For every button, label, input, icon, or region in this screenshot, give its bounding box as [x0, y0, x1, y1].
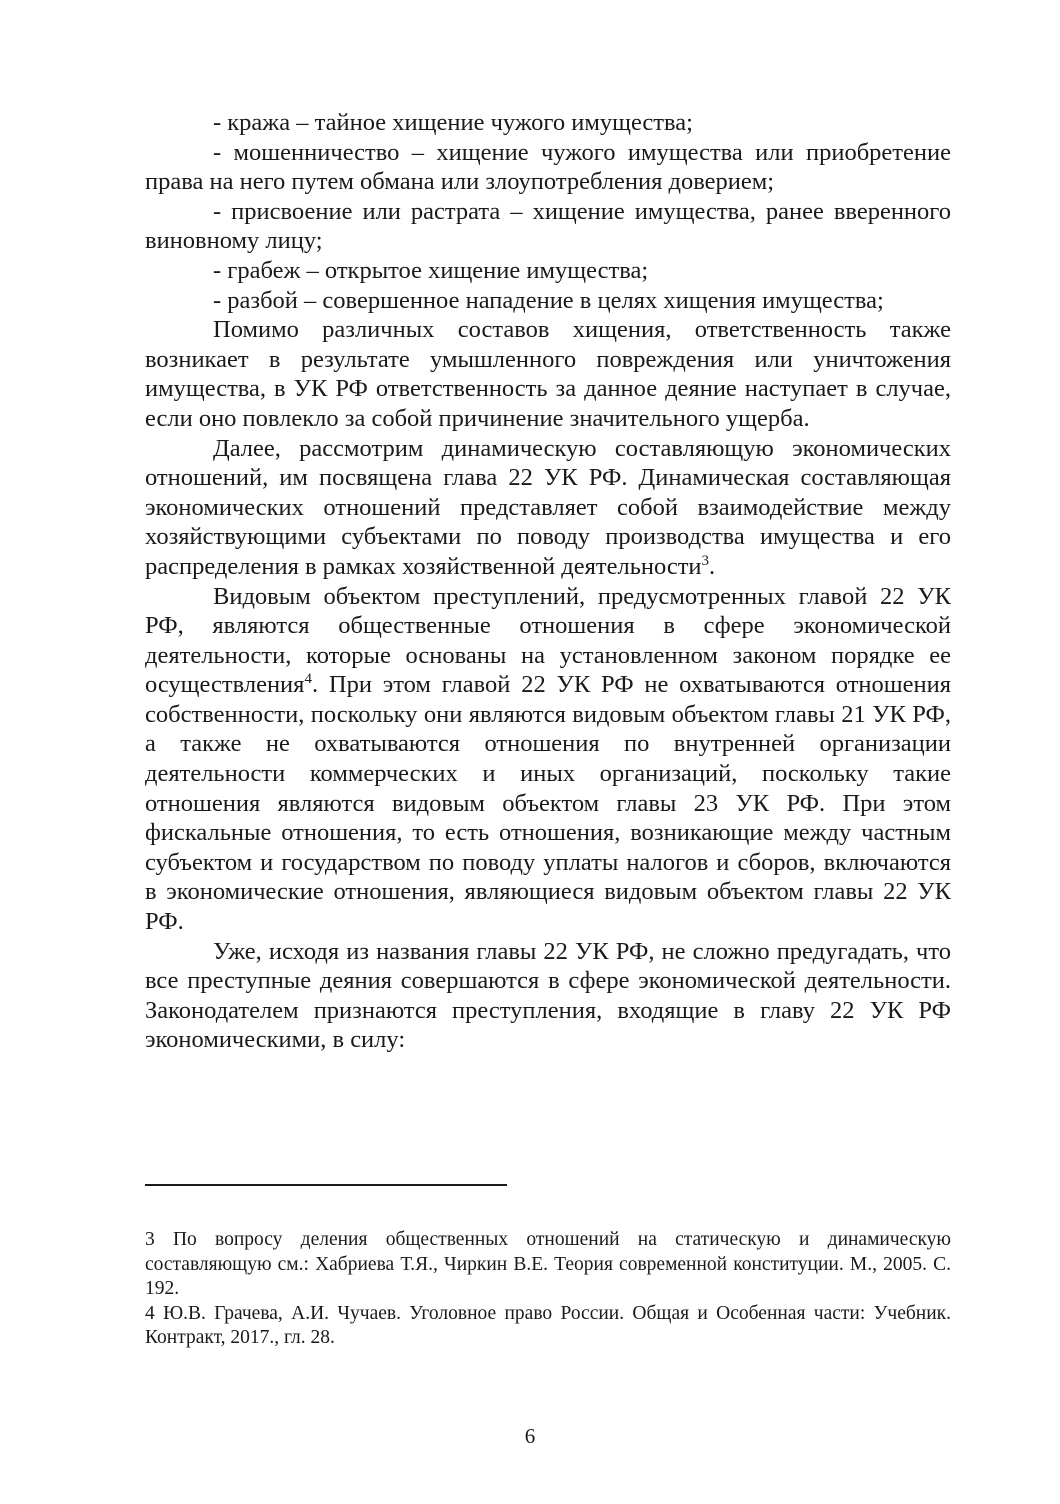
- footnote-4: 4 Ю.В. Грачева, А.И. Чучаев. Уголовное право России. Общая и Особенная части: Учебник. Контракт, 2017., гл. 28.: [145, 1302, 951, 1348]
- paragraph-damage: Помимо различных составов хищения, ответственность также возникает в результате умышленного повреждения или уничтожения имущества, в УК РФ ответственность за данное деяние наступает в случае, если оно повлекло за собой причинение значительного ущерба.: [145, 316, 951, 432]
- list-item-embezzlement: - присвоение или растрата – хищение имущества, ранее вверенного виновному лицу;: [145, 197, 951, 255]
- footnotes: [145, 1228, 951, 1351]
- footnote-ref-3[interactable]: 3: [701, 552, 710, 569]
- list-item-robbery: - грабеж – открытое хищение имущества;: [213, 256, 649, 284]
- paragraph-dynamic-end: .: [709, 552, 716, 580]
- footnote-ref-4[interactable]: 4: [304, 671, 312, 688]
- footnote-3: 3 По вопросу деления общественных отношений на статическую и динамическую составляющую см.: Хабриева Т.Я., Чиркин В.Е. Теория современной конституции. М., 2005. С. 192.: [145, 1229, 951, 1299]
- paragraph-object: [145, 582, 951, 937]
- paragraph-chapter-22: Уже, исходя из названия главы 22 УК РФ, не сложно предугадать, что все преступные деяния совершаются в сфере экономической деятельности. Законодателем признаются преступления, входящие в главу 22 УК РФ экономическими, в силу:: [145, 937, 951, 1054]
- list-item-armed-robbery: - разбой – совершенное нападение в целях хищения имущества;: [213, 286, 884, 314]
- paragraph-object-start: Видовым объектом преступлений, предусмотренных главой 22 УК РФ, являются общественные отношения в сфере экономической деятельности, которые основаны на установленном законом порядке ее осуществления: [145, 582, 951, 699]
- page-body: [145, 108, 951, 1055]
- main-text: [145, 108, 951, 1055]
- paragraph-dynamic-component: [145, 434, 951, 582]
- list-item-fraud: - мошенничество – хищение чужого имущества или приобретение права на него путем обмана или злоупотребления доверием;: [145, 138, 951, 196]
- page-number: 6: [524, 1424, 536, 1448]
- list-item-theft: - кража – тайное хищение чужого имущества;: [213, 109, 693, 136]
- paragraph-object-end: . При этом главой 22 УК РФ не охватываются отношения собственности, поскольку они являются видовым объектом главы 21 УК РФ, а также не охватываются отношения по внутренней организации деятельности коммерческих и иных организаций, поскольку такие отношения являются видовым объектом главы 23 УК РФ. При этом фискальные отношения, то есть отношения, возникающие между частным субъектом и государством по поводу уплаты налогов и сборов, включаются в экономические отношения, являющиеся видовым объектом главы 22 УК РФ.: [145, 671, 951, 936]
- footnote-separator: [145, 1184, 507, 1186]
- paragraph-dynamic-text: Далее, рассмотрим динамическую составляющую экономических отношений, им посвящена глава 22 УК РФ. Динамическая составляющая экономических отношений представляет собой взаимодействие между хозяйствующими субъектами по поводу производства имущества и его распределения в рамках хозяйственной деятельности: [145, 434, 951, 580]
